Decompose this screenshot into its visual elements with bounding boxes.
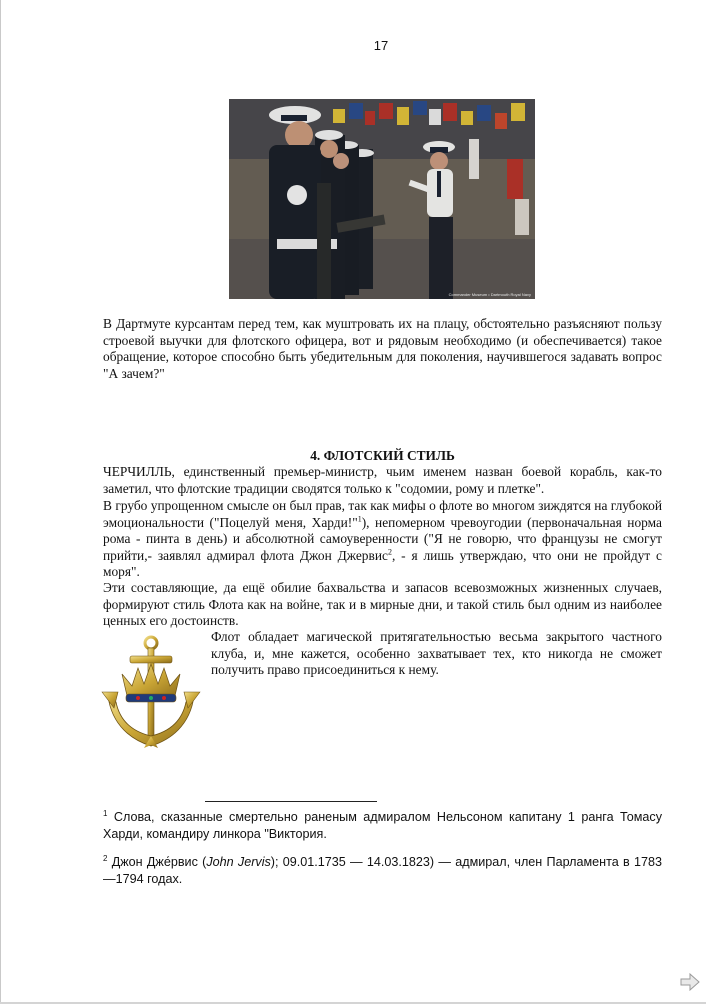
paragraph-myths-part-a: В грубо упрощенном смысле он был прав, так как мифы о флоте во многом зиждятся на глубокой эмоциональности ("Поцелуй меня, Харди!" [103,498,662,530]
page-number: 17 [373,38,389,53]
paragraph-myths-part-c: , - я лишь утверждаю, что они не пройдут с моря". [103,547,662,580]
paragraph-myths [103,498,662,581]
sailors-parade-photo [229,99,535,299]
footnote-separator [205,801,377,802]
section-heading: 4. ФЛОТСКИЙ СТИЛЬ [310,448,455,463]
footnote-ref-2[interactable]: 2 [387,547,392,557]
footnote-1-mark: 1 [103,808,108,818]
footnote-ref-1[interactable]: 1 [357,514,362,524]
next-page-arrow-icon[interactable] [680,973,700,991]
paragraph-churchill: ЧЕРЧИЛЛЬ, единственный премьер-министр, чьим именем назван боевой корабль, как-то заметил, что флотские традиции сводятся только к "содомии, рому и плетке". [103,464,662,496]
footnote-2 [103,854,662,888]
paragraph-style: Эти составляющие, да ещё обилие бахвальства и запасов всевозможных жизненных случаев, формируют стиль Флота как на войне, так и в мирные дни, и такой стиль был одним из наиболее ценных его достоинств. [103,580,662,629]
photo-credit: Commander Museum • Dartmouth Royal Navy [448,292,531,297]
paragraph-club: Флот обладает магической притягательностью весьма закрытого частного клуба, и, мне кажется, особенно захватывает тех, кто никогда не сможет получить право присоединиться к нему. [211,629,662,678]
footnote-2-mark: 2 [103,853,108,863]
footnote-1 [103,809,662,843]
footnote-2-text-a: Джон Дже́рвис ( [107,855,207,869]
page-edge-left [0,0,1,1004]
footnote-1-text: Слова, сказанные смертельно раненым адмиралом Нельсоном капитану 1 ранга Томасу Харди, командиру линкора "Виктория. [103,810,662,841]
paragraph-myths-part-b: ), непомерном чревоугодии (первоначальная норма рома - пинта в день) и абсолютной самоуверенности ("Я не говорю, что французы не смогут прийти,- заявлял адмирал флота Джон Джервис [103,514,662,563]
footnote-2-english-name: John Jervis [206,855,271,869]
footnote-2-text-b: ); 09.01.1735 — 14.03.1823) — адмирал, член Парламента в 1783—1794 годах. [103,855,662,886]
paragraph-dartmouth: В Дартмуте курсантам перед тем, как муштровать их на плацу, обстоятельно разъясняют пользу строевой выучки для флотского офицера, вот и рядовым необходимо (и обеспечивается) такое обращение, которое способно быть убедительным для поколения, научившегося задавать вопрос "А зачем?" [103,316,662,381]
naval-anchor-crown-emblem-icon [98,634,204,754]
